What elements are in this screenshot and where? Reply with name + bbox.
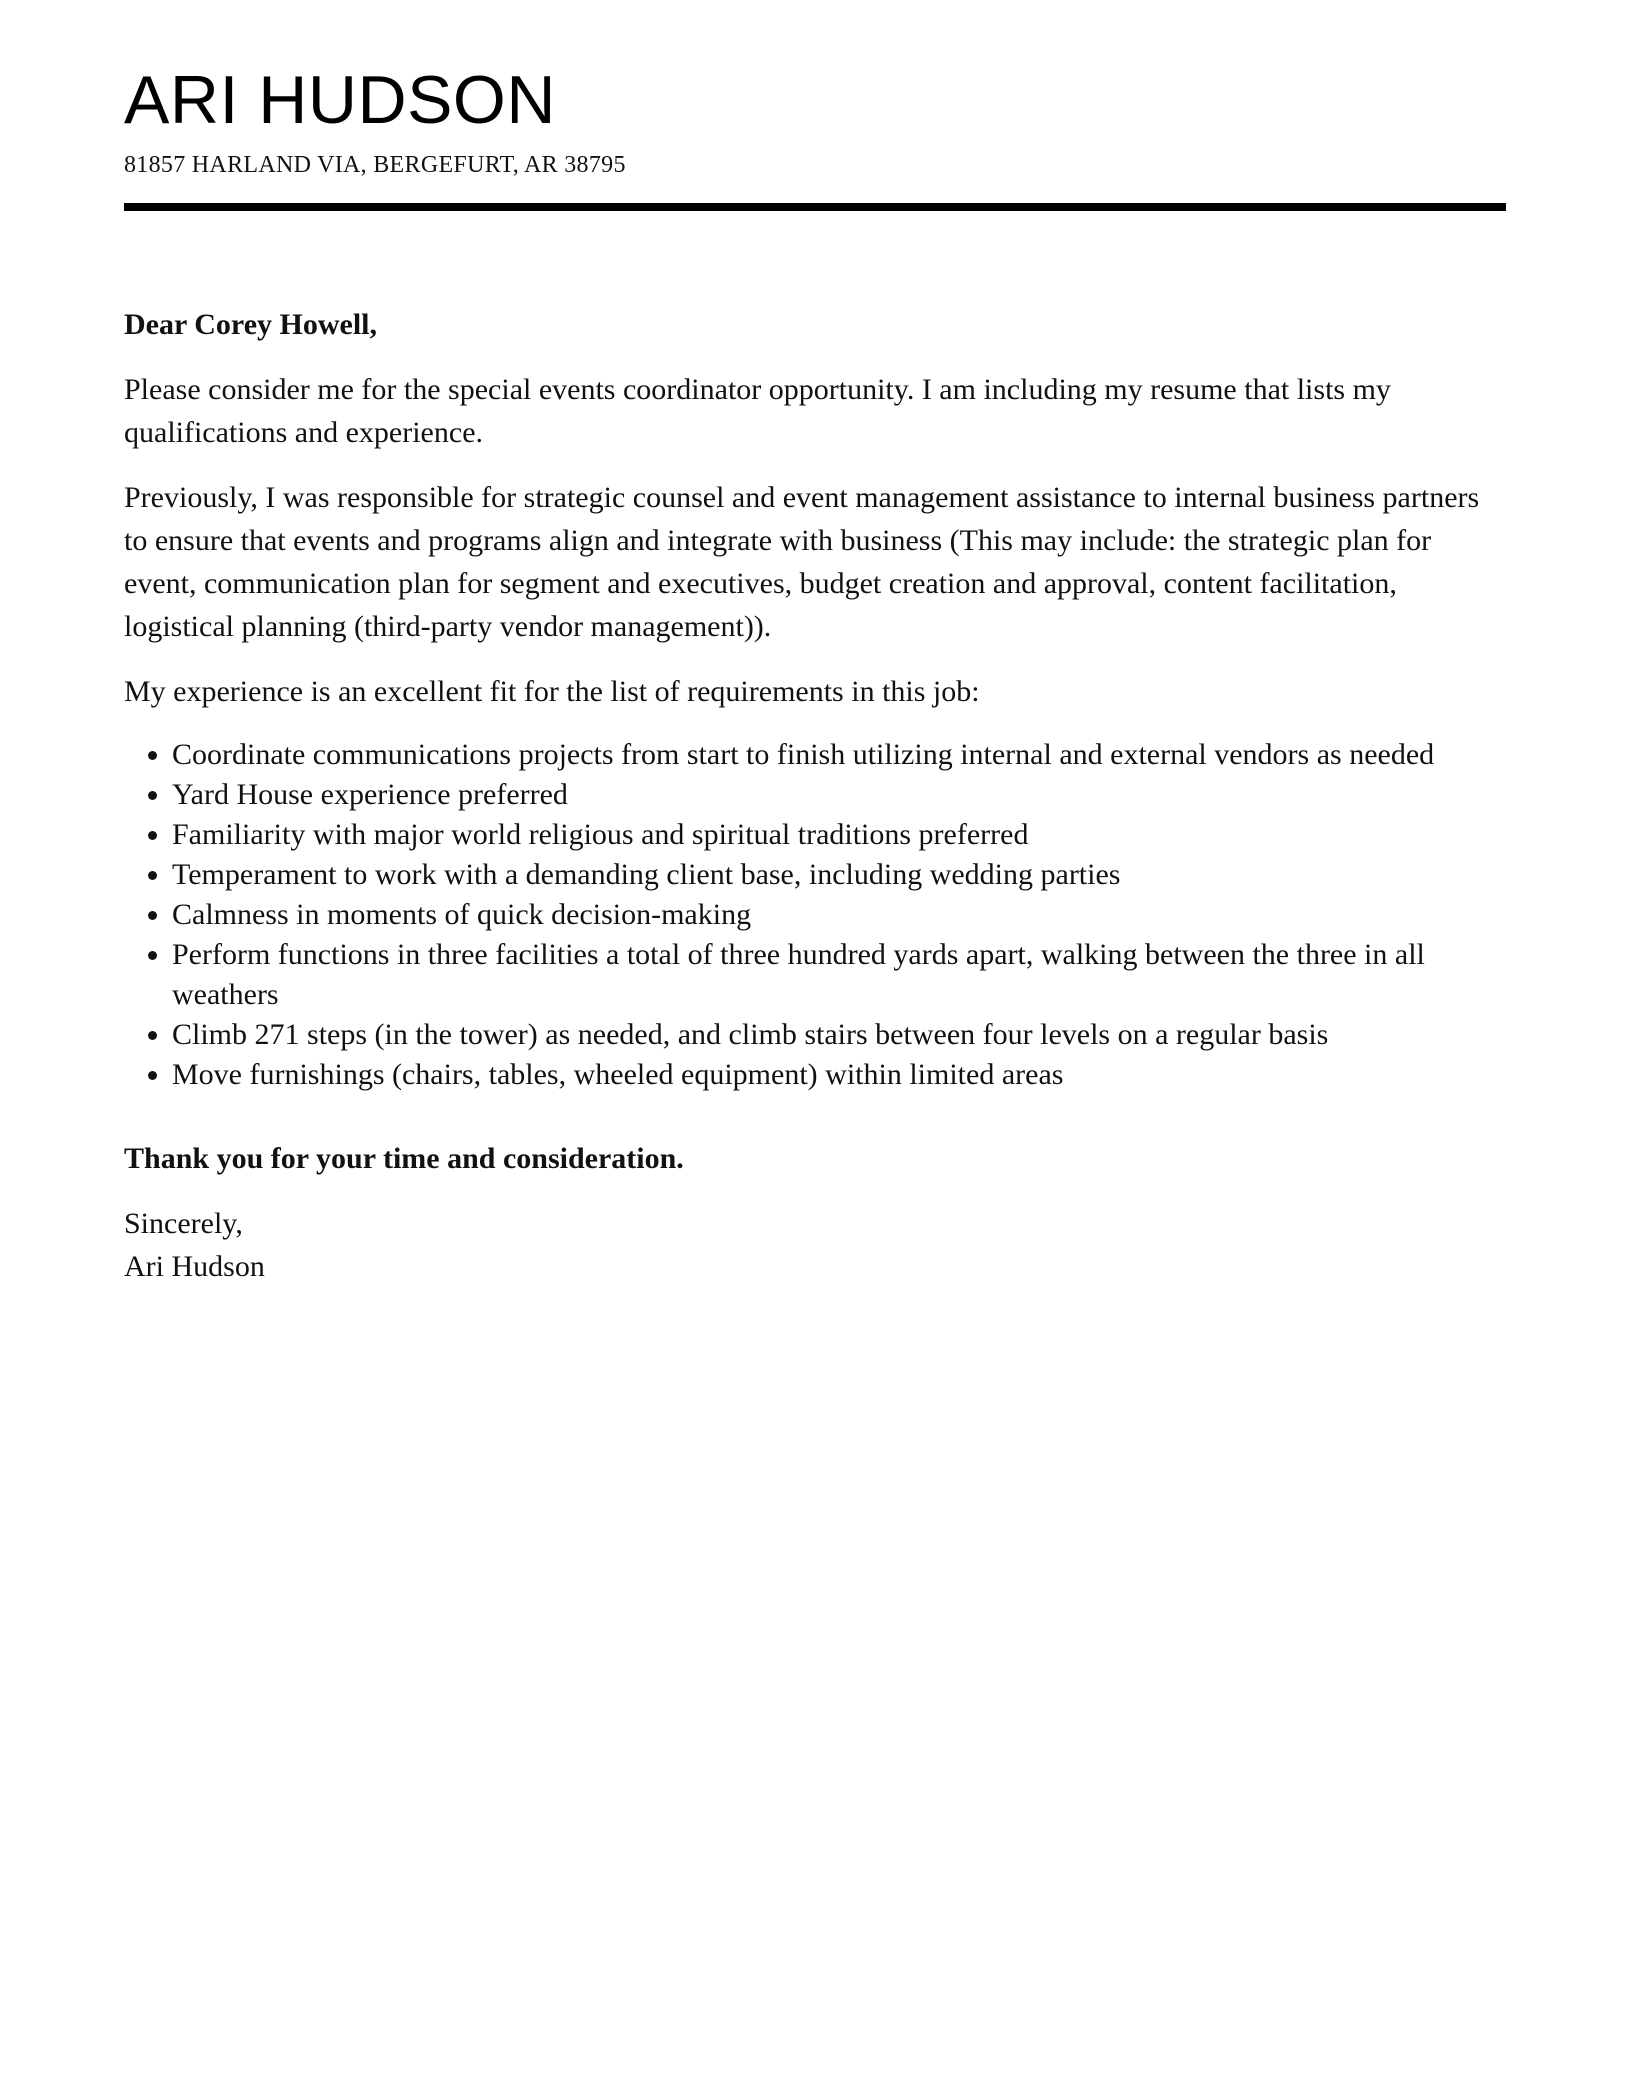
list-item: • Temperament to work with a demanding client base, including wedding parties — [172, 855, 1506, 895]
header-divider — [124, 203, 1506, 211]
signoff — [124, 1202, 1506, 1288]
applicant-address: 81857 HARLAND VIA, BERGEFURT, AR 38795 — [124, 152, 626, 178]
applicant-name: ARI HUDSON — [124, 62, 556, 138]
cover-letter-page — [124, 62, 1506, 1288]
signature-name: Ari Hudson — [124, 1250, 265, 1283]
paragraph-intro: Please consider me for the special events coordinator opportunity. I am including my resume that lists my qualifications and experience. — [124, 373, 1391, 449]
list-item: • Yard House experience preferred — [172, 775, 1506, 815]
requirements-list — [124, 735, 1506, 1095]
letter-body — [124, 303, 1506, 1288]
list-item: • Perform functions in three facilities a total of three hundred yards apart, walking between the three in all weathers — [172, 935, 1506, 1015]
salutation: Dear Corey Howell, — [124, 308, 377, 341]
paragraph-fit: My experience is an excellent fit for the list of requirements in this job: — [124, 675, 980, 708]
closing-line: Thank you for your time and consideration. — [124, 1142, 684, 1175]
list-item: • Calmness in moments of quick decision-making — [172, 895, 1506, 935]
list-item: • Coordinate communications projects from start to finish utilizing internal and external vendors as needed — [172, 735, 1506, 775]
paragraph-experience: Previously, I was responsible for strategic counsel and event management assistance to internal business partners to ensure that events and programs align and integrate with business (This may include: the strategic plan for event, communication plan for segment and executives, budget creation and approval, content facilitation, logistical planning (third-party vendor management)). — [124, 481, 1480, 643]
list-item: • Climb 271 steps (in the tower) as needed, and climb stairs between four levels on a regular basis — [172, 1015, 1506, 1055]
list-item: • Familiarity with major world religious and spiritual traditions preferred — [172, 815, 1506, 855]
list-item: • Move furnishings (chairs, tables, wheeled equipment) within limited areas — [172, 1055, 1506, 1095]
signoff-text: Sincerely, — [124, 1207, 243, 1240]
